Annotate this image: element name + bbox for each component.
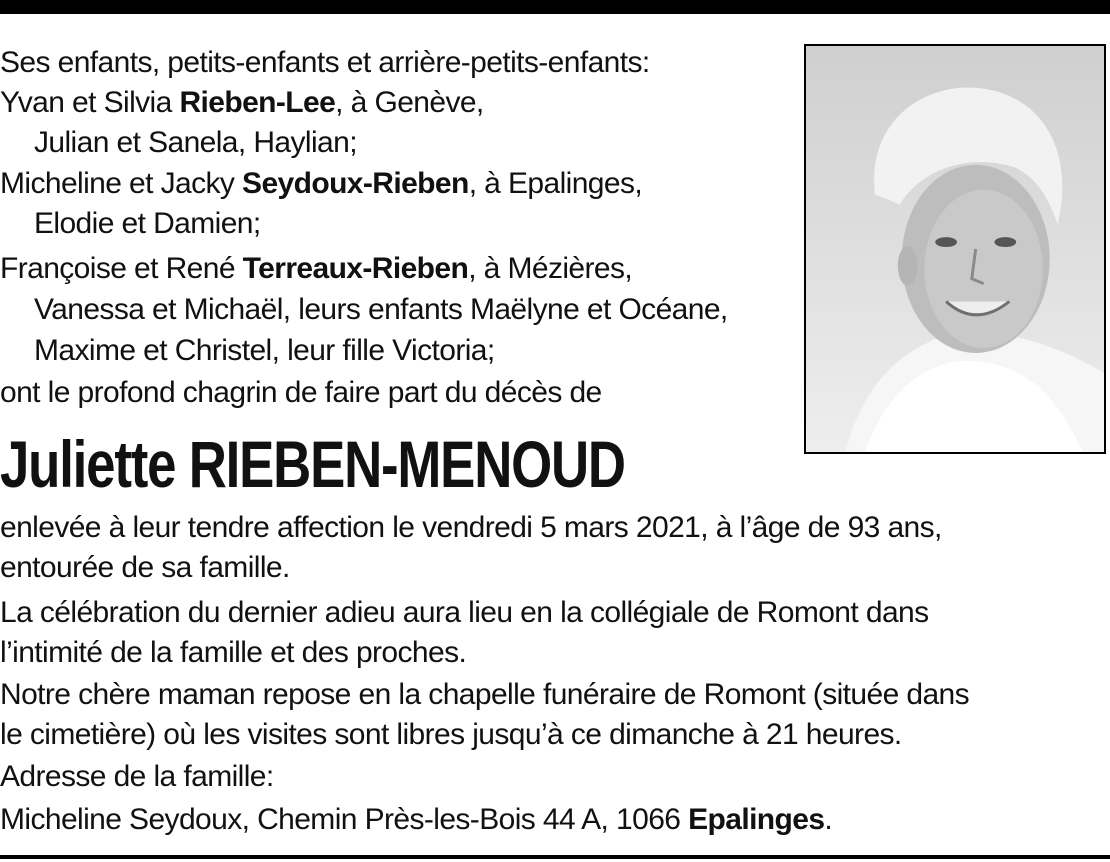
portrait-photo bbox=[804, 44, 1106, 454]
grandchildren-line: Vanessa et Michaël, leurs enfants Maëlyne et Océane, bbox=[34, 293, 728, 326]
member-names: Micheline et Jacky bbox=[0, 167, 243, 200]
top-rule bbox=[0, 0, 1110, 14]
address-heading: Adresse de la famille: bbox=[0, 760, 274, 793]
member-names: Françoise et René bbox=[0, 252, 243, 285]
member-location: , à Genève, bbox=[335, 86, 484, 119]
address-line bbox=[0, 801, 832, 839]
family-intro: Ses enfants, petits-enfants et arrière-petits-enfants: bbox=[0, 46, 650, 79]
member-names: Yvan et Silvia bbox=[0, 86, 180, 119]
body-line: entourée de sa famille. bbox=[0, 551, 290, 584]
family-member-line bbox=[0, 165, 642, 203]
portrait-image bbox=[806, 46, 1104, 452]
body-line: Notre chère maman repose en la chapelle funéraire de Romont (située dans bbox=[0, 678, 970, 711]
member-location: , à Mézières, bbox=[468, 252, 633, 285]
deceased-name: Juliette RIEBEN-MENOUD bbox=[0, 427, 625, 501]
body-line: l’intimité de la famille et des proches. bbox=[0, 636, 467, 669]
body-line: le cimetière) où les visites sont libres jusqu’à ce dimanche à 21 heures. bbox=[0, 718, 902, 751]
grandchildren-line: Julian et Sanela, Haylian; bbox=[34, 126, 357, 159]
grandchildren-line: Maxime et Christel, leur fille Victoria; bbox=[34, 334, 495, 367]
member-surname: Rieben-Lee bbox=[179, 86, 336, 119]
bottom-rule bbox=[0, 855, 1110, 859]
member-location: , à Epalinges, bbox=[468, 167, 643, 200]
address-street: Micheline Seydoux, Chemin Près-les-Bois 44 A, 1066 bbox=[0, 803, 689, 836]
member-surname: Terreaux-Rieben bbox=[242, 252, 469, 285]
address-city: Epalinges bbox=[688, 803, 825, 836]
family-member-line bbox=[0, 250, 632, 288]
announcement-text: ont le profond chagrin de faire part du décès de bbox=[0, 376, 602, 409]
body-line: La célébration du dernier adieu aura lieu en la collégiale de Romont dans bbox=[0, 596, 929, 629]
grandchildren-line: Elodie et Damien; bbox=[34, 207, 261, 240]
family-member-line bbox=[0, 84, 484, 122]
address-end: . bbox=[824, 803, 833, 836]
body-line: enlevée à leur tendre affection le vendredi 5 mars 2021, à l’âge de 93 ans, bbox=[0, 511, 942, 544]
member-surname: Seydoux-Rieben bbox=[242, 167, 469, 200]
